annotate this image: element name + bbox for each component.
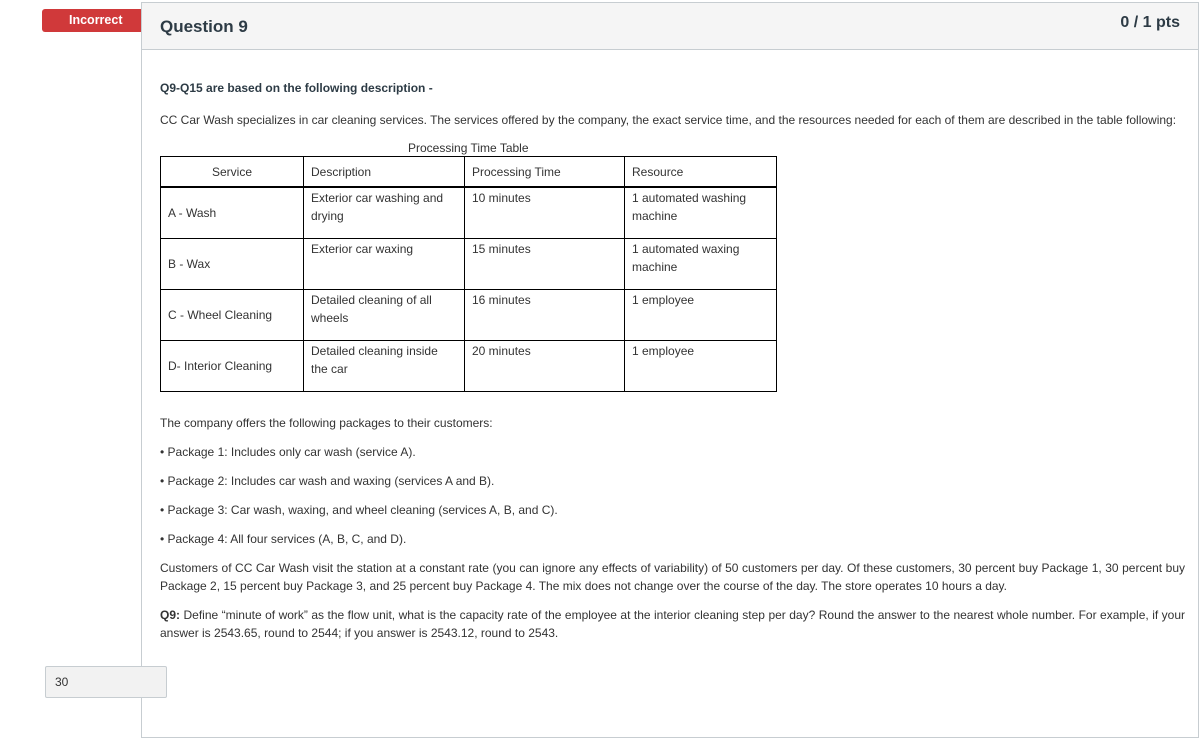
column-header-description: Description [304, 157, 465, 188]
package-item: • Package 2: Includes car wash and waxing (services A and B). [160, 474, 495, 488]
cell-description: Exterior car waxing [304, 239, 465, 290]
cell-resource: 1 automated waxing machine [625, 239, 777, 290]
table-row [161, 239, 777, 290]
column-header-processing-time: Processing Time [465, 157, 625, 188]
cell-time: 20 minutes [465, 341, 625, 392]
table-caption: Processing Time Table [408, 141, 529, 155]
question-body [160, 81, 1185, 640]
question-label: Q9: [160, 608, 181, 622]
cell-service: C - Wheel Cleaning [161, 290, 304, 341]
table-row [161, 290, 777, 341]
cell-description: Exterior car washing and drying [304, 187, 465, 239]
incorrect-badge: Incorrect [42, 9, 152, 32]
cell-description: Detailed cleaning of all wheels [304, 290, 465, 341]
cell-resource: 1 automated washing machine [625, 187, 777, 239]
column-header-service: Service [161, 157, 304, 188]
question-title: Question 9 [160, 17, 248, 36]
answer-input[interactable]: 30 [45, 666, 167, 698]
package-item: • Package 4: All four services (A, B, C, and D). [160, 532, 407, 546]
question-prompt [160, 606, 1185, 642]
column-header-resource: Resource [625, 157, 777, 188]
table-header-row [161, 157, 777, 188]
packages-intro: The company offers the following packages to their customers: [160, 416, 493, 430]
customers-paragraph: Customers of CC Car Wash visit the station at a constant rate (you can ignore any effects of variability) of 50 customers per day. Of these customers, 30 percent buy Package 1, 30 percent buy Package 2, 15 percent buy Package 3, and 25 percent buy Package 4. The mix does not change over the course of the day. The store operates 10 hours a day. [160, 561, 1185, 593]
cell-resource: 1 employee [625, 290, 777, 341]
table-row [161, 187, 777, 239]
cell-service: A - Wash [161, 187, 304, 239]
cell-time: 15 minutes [465, 239, 625, 290]
package-item: • Package 1: Includes only car wash (service A). [160, 445, 416, 459]
question-container [141, 2, 1199, 738]
cell-time: 16 minutes [465, 290, 625, 341]
cell-service: B - Wax [161, 239, 304, 290]
cell-time: 10 minutes [465, 187, 625, 239]
question-points: 0 / 1 pts [1120, 14, 1180, 31]
package-item: • Package 3: Car wash, waxing, and wheel cleaning (services A, B, and C). [160, 503, 558, 517]
cell-description: Detailed cleaning inside the car [304, 341, 465, 392]
processing-time-table [160, 156, 777, 392]
question-intro: Q9-Q15 are based on the following description - [160, 81, 433, 95]
description-paragraph: CC Car Wash specializes in car cleaning services. The services offered by the company, the exact service time, and the resources needed for each of them are described in the table following: [160, 113, 1177, 127]
question-header [142, 3, 1198, 50]
packages-section [160, 414, 1185, 653]
cell-service: D- Interior Cleaning [161, 341, 304, 392]
question-text: Define “minute of work” as the flow unit, what is the capacity rate of the employee at the interior cleaning step per day? Round the answer to the nearest whole number. For example, if your answer is 2543.65, round to 2544; if you answer is 2543.12, round to 2543. [160, 608, 1185, 640]
cell-resource: 1 employee [625, 341, 777, 392]
table-row [161, 341, 777, 392]
